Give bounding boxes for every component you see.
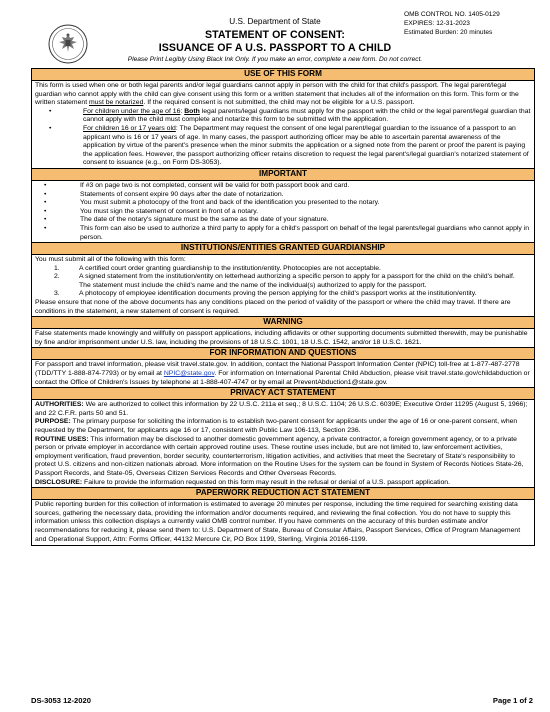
use-heading: USE OF THIS FORM xyxy=(32,69,534,81)
important-item: • You must submit a photocopy of the front and back of the identification you presented to the notary. xyxy=(80,199,531,208)
privacy-authorities: AUTHORITIES: We are authorized to collect this information by 22 U.S.C. 211a et seq.; 8 U.S.C. 1104; 26 U.S.C. 6039E; Executive Order 11295 (August 5, 1966); and 22 C.F.R. parts 50 and 51. xyxy=(35,401,528,417)
warning-heading: WARNING xyxy=(32,316,534,329)
info-text: For passport and travel information, please visit travel.state.gov. In addition, contact the National Passport Information Center (NPIC) toll-free at 1-877-487-2778 (TDD/TTY 1-888-874-7793) or by email at NPIC@state.gov. For information on International Parental Child Abduction, please visit travel.state.gov/childabduction or contact the Office of Children's Issues by telephone at 1-888-407-4747 or by email at PreventAbduction1@state.gov. xyxy=(35,361,530,386)
form-body xyxy=(31,68,535,546)
institutions-item: 1. A certified court order granting guardianship to the institution/entity. Photocopies are not acceptable. xyxy=(54,264,381,272)
form-title-line2: ISSUANCE OF A U.S. PASSPORT TO A CHILD xyxy=(158,42,392,54)
institutions-heading: INSTITUTIONS/ENTITIES GRANTED GUARDIANSHIP xyxy=(32,242,534,255)
paperwork-heading: PAPERWORK REDUCTION ACT STATEMENT xyxy=(32,487,534,500)
institutions-section xyxy=(32,255,534,317)
warning-text: False statements made knowingly and willfully on passport applications, including affidavits or other supporting documents submitted therewith, may be punishable by fine and/or imprisonment under U.S. law, including the provisions of 18 U.S.C. 1001, 18 U.S.C. 1542, and/or 18 U.S.C. 1621. xyxy=(35,330,528,346)
important-item: • The date of the notary's signature must be the same as the date of your signature. xyxy=(80,216,531,225)
institutions-closing: Please ensure that none of the above documents has any conditions placed on the period of validity of the passport or where the child may travel. If there are conditions in the statement, a new statement of consent is required. xyxy=(35,299,511,315)
institutions-item: 3. A photocopy of employee identification documents proving the person applying for the child's passport works at the institution/entity. xyxy=(54,290,477,298)
use-bullet-under-16: • For children under the age of 16: Both legal parents/legal guardians must apply for the passport with the child or the legal parent/legal guardian that cannot apply with the child must complete and notarize this form to be submitted with the application. xyxy=(83,108,531,125)
important-item: • You must sign the statement of consent in front of a notary. xyxy=(80,208,531,217)
important-item: • Statements of consent expire 90 days after the date of notarization. xyxy=(80,191,531,200)
form-id: DS-3053 12-2020 xyxy=(31,696,91,705)
institutions-intro: You must submit all of the following with this form: xyxy=(35,256,186,264)
paperwork-section xyxy=(32,500,534,546)
privacy-disclosure: DISCLOSURE: Failure to provide the information requested on this form may result in the refusal or denial of a U.S. passport application. xyxy=(35,478,451,486)
page-number: Page 1 of 2 xyxy=(492,696,533,705)
department-name: U.S. Department of State xyxy=(229,17,321,26)
important-heading: IMPORTANT xyxy=(32,168,534,181)
info-section xyxy=(32,360,534,388)
form-title-line1: STATEMENT OF CONSENT: xyxy=(204,29,345,41)
form-instruction: Please Print Legibly Using Black Ink Only. If you make an error, complete a new form. Do not correct. xyxy=(127,56,423,63)
important-section xyxy=(32,181,534,243)
important-item: • This form can also be used to authorize a third party to apply for a child's passport on behalf of the legal parents/legal guardians who cannot apply in person. xyxy=(80,225,531,242)
omb-control-number: OMB CONTROL NO. 1405-0129 xyxy=(404,11,500,18)
info-heading: FOR INFORMATION AND QUESTIONS xyxy=(32,347,534,360)
use-bullet-16-17: • For children 16 or 17 years old: The Department may request the consent of one legal parent/legal guardian to the issuance of a passport to an applicant who is 16 or 17 years of age. In many cases, the passport authorizing officer may be able to ascertain parental awareness of the application by virtue of the parent's presence when the minor submits the application or a signed note from the parent or proof the parent is paying the application fees. However, the passport authorizing officer retains discretion to request the legal parent's/legal guardian's notarized statement of consent to issuance (e.g., on Form DS-3053). xyxy=(83,125,531,168)
privacy-routine-uses: ROUTINE USES: This information may be disclosed to another domestic government agency, a private contractor, a foreign government agency, or to a private person or private employer in accordance with certain approved routine uses. These routine uses include, but are not limited to, law enforcement activities, employment verification, fraud prevention, border security, counterterrorism, litigation activities, and activities that meet the Secretary of State's responsibility to protect U.S. citizens and non-citizen nationals abroad. More information on the Routine Uses for the system can be found in System of Records Notices State-26, Passport Records, and State-05, Overseas Citizen Services Records and Other Overseas Records. xyxy=(35,435,524,477)
privacy-purpose: PURPOSE: The primary purpose for soliciting the information is to establish two-parent consent for applicants under the age of 16 or one-parent consent, when requested by the Department, for applicants age 16 or 17, consistent with Public Law 106-113, Section 236. xyxy=(35,418,518,434)
institutions-item: 2. A signed statement from the institution/entity on letterhead authorizing a specific person to apply for a passport for the child on the child's behalf. The statement must include the child's name and the name of the individual(s) authorized to apply for the passport. xyxy=(54,273,515,289)
omb-burden: Estimated Burden: 20 minutes xyxy=(404,29,493,37)
privacy-section xyxy=(32,400,534,488)
use-section xyxy=(32,81,534,169)
use-intro: This form is used when one or both legal parents and/or legal guardians cannot apply in person with the child for that child's passport. The legal parent/legal guardian who cannot apply with the child can give consent using this form or a written statement that includes all of the information on this form. This form or the written statement must be notarized. If the required consent is not submitted, the child may not be eligible for a U.S. passport. xyxy=(35,82,519,107)
privacy-heading: PRIVACY ACT STATEMENT xyxy=(32,387,534,400)
important-item: • If #3 on page two is not completed, consent will be valid for both passport book and card. xyxy=(80,182,531,191)
omb-expires: EXPIRES: 12-31-2023 xyxy=(404,20,470,28)
paperwork-text: Public reporting burden for this collection of information is estimated to average 20 minutes per response, including the time required for searching existing data sources, gathering the necessary data, providing the information and/or documents required, and reviewing the final collection. You do not have to supply this information unless this collection displays a currently valid OMB control number. If you have comments on the accuracy of this burden estimate and/or recommendations for reducing it, please send them to: U.S. Department of State, Bureau of Consular Affairs, Passport Services, Office of Program Management and Operational Support, Attn: Forms Officer, 44132 Mercure Cir, PO Box 1199, Sterling, Virginia 20166-1199. xyxy=(35,501,521,543)
warning-section xyxy=(32,329,534,348)
npic-email-link[interactable]: NPIC@state.gov xyxy=(163,370,215,378)
